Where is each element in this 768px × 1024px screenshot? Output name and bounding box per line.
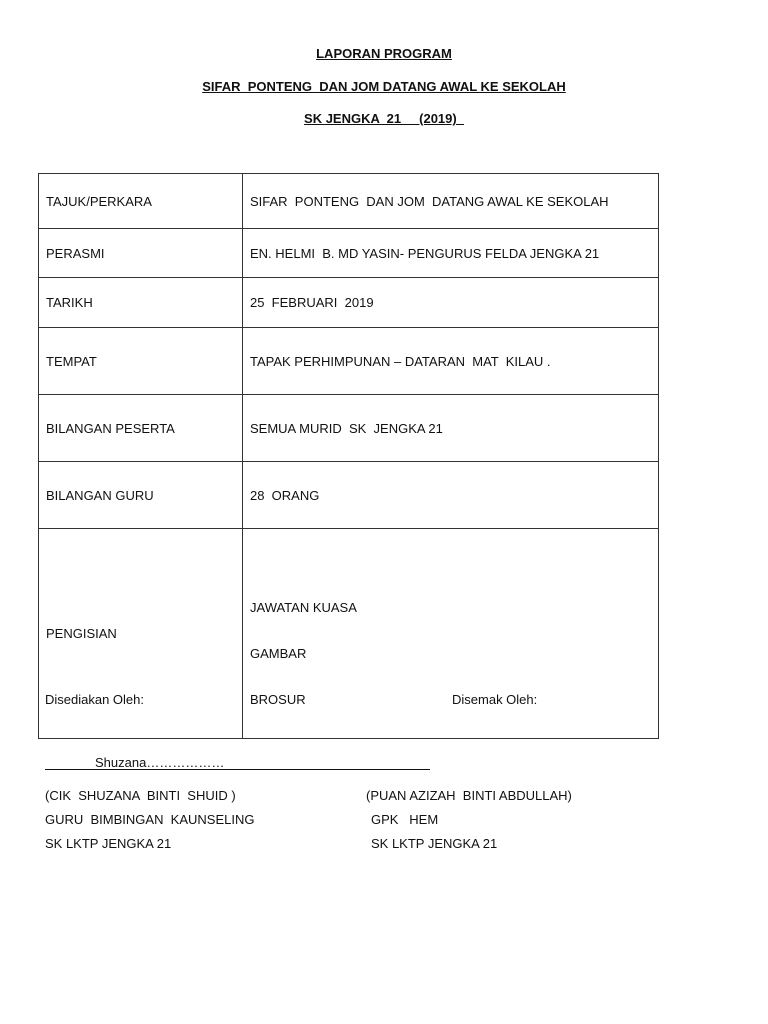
row-label: TAJUK/PERKARA <box>39 174 243 229</box>
table-row <box>39 278 659 328</box>
row-value: SEMUA MURID SK JENGKA 21 <box>243 395 659 462</box>
row-label: PERASMI <box>39 229 243 278</box>
preparer-role: GURU BIMBINGAN KAUNSELING <box>45 812 255 827</box>
checker-role: GPK HEM <box>371 812 439 827</box>
signature: Shuzana……………… <box>95 755 225 770</box>
row-value: TAPAK PERHIMPUNAN – DATARAN MAT KILAU . <box>243 328 659 395</box>
checked-by-label: Disemak Oleh: <box>452 692 538 707</box>
row-label: TEMPAT <box>39 328 243 395</box>
checker-name: (PUAN AZIZAH BINTI ABDULLAH) <box>366 788 572 803</box>
school-year: SK JENGKA 21 (2019) <box>304 111 464 126</box>
row-label: BILANGAN GURU <box>39 462 243 529</box>
table-row <box>39 229 659 278</box>
list-item: GAMBAR <box>250 646 307 661</box>
table-row <box>39 328 659 395</box>
table-row <box>39 395 659 462</box>
preparer-school: SK LKTP JENGKA 21 <box>45 836 172 851</box>
row-value: 25 FEBRUARI 2019 <box>243 278 659 328</box>
report-title: LAPORAN PROGRAM <box>316 46 452 61</box>
row-label: TARIKH <box>39 278 243 328</box>
preparer-name: (CIK SHUZANA BINTI SHUID ) <box>45 788 236 803</box>
row-value: EN. HELMI B. MD YASIN- PENGURUS FELDA JENGKA 21 <box>243 229 659 278</box>
row-value: SIFAR PONTENG DAN JOM DATANG AWAL KE SEKOLAH <box>243 174 659 229</box>
list-item: BROSUR <box>250 692 306 707</box>
row-label: PENGISIAN <box>39 529 243 739</box>
table-row <box>39 174 659 229</box>
row-value: 28 ORANG <box>243 462 659 529</box>
prepared-by-label: Disediakan Oleh: <box>45 692 144 707</box>
table-row <box>39 462 659 529</box>
checker-school: SK LKTP JENGKA 21 <box>371 836 498 851</box>
row-label: BILANGAN PESERTA <box>39 395 243 462</box>
program-info-table <box>38 173 659 739</box>
table-row <box>39 529 659 739</box>
program-name: SIFAR PONTENG DAN JOM DATANG AWAL KE SEKOLAH <box>202 79 566 94</box>
list-item: JAWATAN KUASA <box>250 600 357 615</box>
row-value-list <box>243 529 659 739</box>
